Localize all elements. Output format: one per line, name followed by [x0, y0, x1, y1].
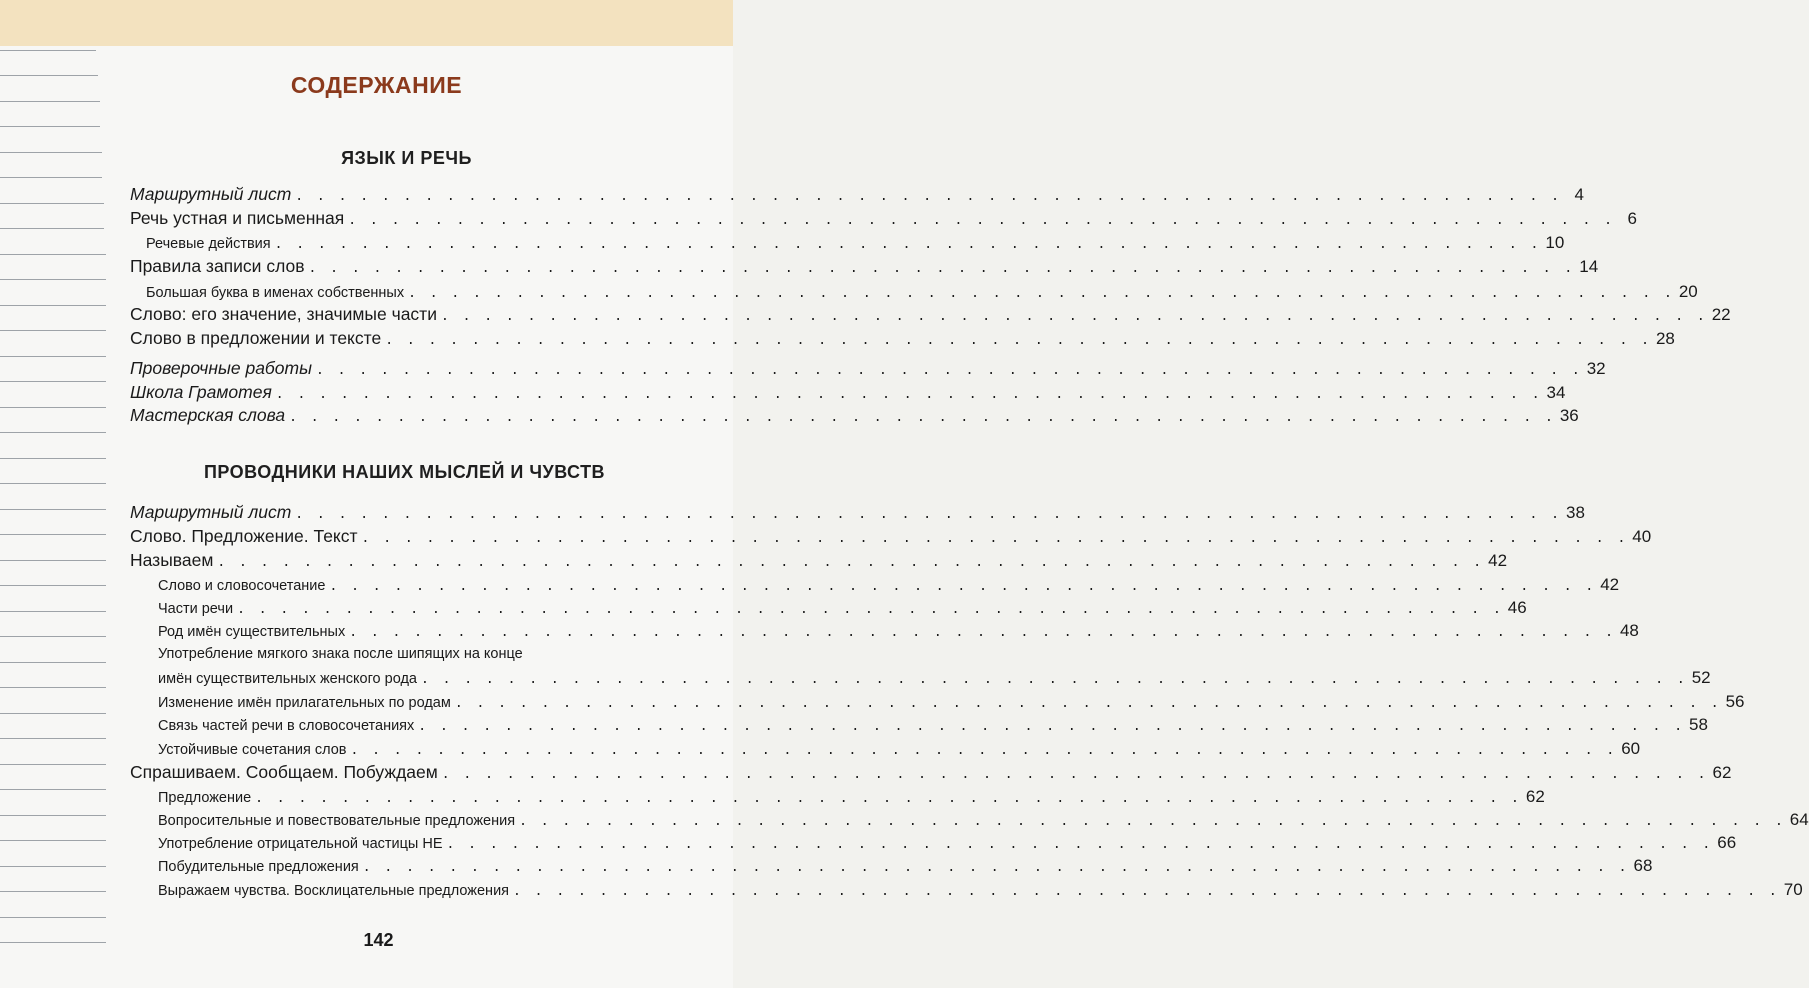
toc-page-number: 66 — [1717, 833, 1737, 852]
dot-leader: . . . . . . . . . . . . . . . . . . . . . . . . . . . . . . . . . . . . . . . . . . . . . . . . . . . . . . . . . . . — [350, 743, 1618, 758]
toc-entry-label: Связь частей речи в словосочетаниях — [158, 718, 415, 734]
toc-entry[interactable] — [146, 233, 1565, 253]
toc-entry-label: Побудительные предложения — [158, 859, 359, 875]
toc-page-number: 28 — [1655, 329, 1675, 348]
dot-leader: . . . . . . . . . . . . . . . . . . . . . . . . . . . . . . . . . . . . . . . . . . . . . . . . . . . . . . . . . . . — [237, 602, 1504, 617]
toc-entry[interactable] — [158, 787, 1545, 807]
toc-page-number: 46 — [1507, 598, 1527, 617]
toc-entry-label: Речь устная и письменная — [130, 208, 345, 228]
toc-page-number: 68 — [1633, 856, 1653, 875]
toc-entry[interactable] — [158, 856, 1653, 876]
toc-entry[interactable] — [146, 282, 1698, 302]
toc-page-number: 34 — [1546, 383, 1566, 402]
toc-entry[interactable] — [158, 739, 1641, 759]
toc-entry-label: Спрашиваем. Сообщаем. Побуждаем — [130, 762, 438, 782]
toc-page-number: 6 — [1627, 209, 1637, 228]
toc-page-number: 58 — [1689, 715, 1708, 734]
toc-entry-label-line1: Употребление мягкого знака после шипящих на конце — [158, 646, 523, 662]
toc-entry[interactable] — [130, 256, 1599, 277]
toc-entry[interactable] — [130, 405, 1579, 426]
toc-page-number: 36 — [1559, 406, 1579, 425]
toc-entry[interactable] — [130, 762, 1732, 783]
toc-page-number: 48 — [1619, 621, 1639, 640]
dot-leader: . . . . . . . . . . . . . . . . . . . . . . . . . . . . . . . . . . . . . . . . . . . . . . . . . . . . . . . . . . . — [329, 579, 1597, 594]
toc-page-number: 4 — [1574, 185, 1585, 204]
dot-leader: . . . . . . . . . . . . . . . . . . . . . . . . . . . . . . . . . . . . . . . . . . . . . . . . . . . . . . . . . . . — [289, 410, 1556, 425]
toc-entry-multiline[interactable] — [158, 646, 1711, 692]
dot-leader: . . . . . . . . . . . . . . . . . . . . . . . . . . . . . . . . . . . . . . . . . . . . . . . . . . . . . . . . . . . — [440, 309, 1708, 324]
dot-leader: . . . . . . . . . . . . . . . . . . . . . . . . . . . . . . . . . . . . . . . . . . . . . . . . . . . . . . . . . . . — [385, 333, 1652, 348]
toc-entry[interactable] — [130, 328, 1675, 349]
toc-entry-label: Род имён существительных — [158, 624, 346, 640]
toc-entry[interactable] — [158, 833, 1737, 853]
dot-leader: . . . . . . . . . . . . . . . . . . . . . . . . . . . . . . . . . . . . . . . . . . . . . . . . . . . . . . . . . . . — [362, 860, 1630, 875]
toc-entry-label: Называем — [130, 550, 214, 570]
toc-page-number: 64 — [1789, 810, 1809, 829]
toc-entry-label: Проверочные работы — [130, 358, 312, 378]
toc-page-number: 22 — [1711, 305, 1731, 324]
dot-leader: . . . . . . . . . . . . . . . . . . . . . . . . . . . . . . . . . . . . . . . . . . . . . . . . . . . . . . . . . . . — [217, 555, 1485, 570]
toc-entry[interactable] — [130, 358, 1606, 379]
toc-entry-label: Предложение — [158, 790, 252, 806]
dot-leader: . . . . . . . . . . . . . . . . . . . . . . . . . . . . . . . . . . . . . . . . . . . . . . . . . . . . . . . . . . . — [275, 387, 1543, 402]
dot-leader: . . . . . . . . . . . . . . . . . . . . . . . . . . . . . . . . . . . . . . . . . . . . . . . . . . . . . . . . . . . — [348, 213, 1615, 228]
dot-leader: . . . . . . . . . . . . . . . . . . . . . . . . . . . . . . . . . . . . . . . . . . . . . . . . . . . . . . . . . . . — [349, 625, 1616, 640]
toc-page-number: 38 — [1566, 503, 1585, 522]
toc-entry-label: Большая буква в именах собственных — [146, 285, 405, 301]
dot-leader: . . . . . . . . . . . . . . . . . . . . . . . . . . . . . . . . . . . . . . . . . . . . . . . . . . . . . . . . . . . — [418, 719, 1686, 734]
toc-entry[interactable] — [130, 208, 1637, 229]
toc-entry[interactable] — [158, 692, 1745, 712]
dot-leader: . . . . . . . . . . . . . . . . . . . . . . . . . . . . . . . . . . . . . . . . . . . . . . . . . . . . . . . . . . . — [308, 261, 1576, 276]
toc-entry[interactable] — [130, 502, 1585, 523]
toc-entry-label: Маршрутный лист — [130, 502, 292, 522]
toc-page-number: 62 — [1712, 763, 1732, 782]
dot-leader: . . . . . . . . . . . . . . . . . . . . . . . . . . . . . . . . . . . . . . . . . . . . . . . . . . . . . . . . . . . — [446, 837, 1714, 852]
dot-leader: . . . . . . . . . . . . . . . . . . . . . . . . . . . . . . . . . . . . . . . . . . . . . . . . . . . . . . . . . . . — [255, 791, 1522, 806]
toc-entry[interactable] — [130, 304, 1731, 325]
toc-entry-label-line2: имён существительных женского рода — [158, 671, 417, 687]
top-color-band — [0, 0, 733, 46]
toc-entry[interactable] — [130, 550, 1508, 571]
toc-entry-label: Устойчивые сочетания слов — [158, 742, 347, 758]
dot-leader: . . . . . . . . . . . . . . . . . . . . . . . . . . . . . . . . . . . . . . . . . . . . . . . . . . . . . . . . . . . — [513, 884, 1780, 899]
toc-entry[interactable] — [158, 810, 1809, 830]
toc-entry-label: Слово в предложении и тексте — [130, 328, 382, 348]
section-heading: ПРОВОДНИКИ НАШИХ МЫСЛЕЙ И ЧУВСТВ — [203, 462, 606, 482]
toc-page-number: 52 — [1691, 668, 1711, 687]
toc-entry-label: Слово: его значение, значимые части — [130, 304, 437, 324]
dot-leader: . . . . . . . . . . . . . . . . . . . . . . . . . . . . . . . . . . . . . . . . . . . . . . . . . . . . . . . . . . . — [519, 814, 1786, 829]
section-heading: ЯЗЫК И РЕЧЬ — [341, 148, 472, 168]
toc-page-number: 60 — [1621, 739, 1641, 758]
toc-entry-label: Части речи — [158, 601, 234, 617]
dot-leader: . . . . . . . . . . . . . . . . . . . . . . . . . . . . . . . . . . . . . . . . . . . . . . . . . . . . . . . . . . . — [408, 286, 1675, 301]
toc-page-number: 14 — [1579, 257, 1599, 276]
toc-entry-label: Правила записи слов — [130, 256, 305, 276]
toc-entry-label: Вопросительные и повествовательные предложения — [158, 813, 516, 829]
dot-leader: . . . . . . . . . . . . . . . . . . . . . . . . . . . . . . . . . . . . . . . . . . . . . . . . . . . . . . . . . . . — [274, 237, 1542, 252]
toc-entry-label: Употребление отрицательной частицы НЕ — [158, 836, 443, 852]
toc-entry[interactable] — [158, 880, 1803, 900]
toc-page-number: 42 — [1600, 575, 1620, 594]
dot-leader: . . . . . . . . . . . . . . . . . . . . . . . . . . . . . . . . . . . . . . . . . . . . . . . . . . . . . . . . . . . — [420, 672, 1688, 687]
margin-ruling — [0, 46, 110, 988]
toc-entry-label: Выражаем чувства. Восклицательные предложения — [158, 883, 510, 899]
toc-entry-label: Слово и словосочетание — [158, 578, 326, 594]
toc-page-number: 42 — [1488, 551, 1508, 570]
page-title: СОДЕРЖАНИЕ — [290, 72, 463, 98]
toc-entry-label: Школа Грамотея — [130, 382, 272, 402]
toc-entry[interactable] — [158, 715, 1708, 735]
dot-leader: . . . . . . . . . . . . . . . . . . . . . . . . . . . . . . . . . . . . . . . . . . . . . . . . . . . . . . . . . . . — [295, 189, 1563, 204]
dot-leader: . . . . . . . . . . . . . . . . . . . . . . . . . . . . . . . . . . . . . . . . . . . . . . . . . . . . . . . . . . . — [454, 696, 1722, 711]
toc-page-number: 70 — [1783, 880, 1803, 899]
toc-entry-second-line — [158, 668, 1711, 688]
toc-page-number: 56 — [1725, 692, 1745, 711]
toc-page-number: 32 — [1586, 359, 1606, 378]
dot-leader: . . . . . . . . . . . . . . . . . . . . . . . . . . . . . . . . . . . . . . . . . . . . . . . . . . . . . . . . . . . — [361, 531, 1629, 546]
toc-page-number: 62 — [1525, 787, 1545, 806]
toc-entry-label: Изменение имён прилагательных по родам — [158, 695, 451, 711]
toc-entry[interactable] — [158, 621, 1639, 641]
toc-entry[interactable] — [158, 598, 1527, 618]
dot-leader: . . . . . . . . . . . . . . . . . . . . . . . . . . . . . . . . . . . . . . . . . . . . . . . . . . . . . . . . . . . — [441, 767, 1709, 782]
toc-entry-label: Речевые действия — [146, 236, 271, 252]
toc-page-number: 10 — [1545, 233, 1565, 252]
dot-leader: . . . . . . . . . . . . . . . . . . . . . . . . . . . . . . . . . . . . . . . . . . . . . . . . . . . . . . . . . . . — [295, 507, 1563, 522]
toc-entry-label: Маршрутный лист — [130, 184, 292, 204]
toc-page-number: 20 — [1678, 282, 1698, 301]
page-number: 142 — [363, 930, 394, 950]
toc-page-number: 40 — [1632, 527, 1652, 546]
toc-entry[interactable] — [130, 382, 1566, 403]
dot-leader: . . . . . . . . . . . . . . . . . . . . . . . . . . . . . . . . . . . . . . . . . . . . . . . . . . . . . . . . . . . — [315, 363, 1583, 378]
toc-entry[interactable] — [130, 526, 1652, 547]
toc-entry-label: Мастерская слова — [130, 405, 286, 425]
toc-entry-label: Слово. Предложение. Текст — [130, 526, 358, 546]
toc-entry[interactable] — [158, 575, 1620, 595]
toc-entry[interactable] — [130, 184, 1585, 205]
